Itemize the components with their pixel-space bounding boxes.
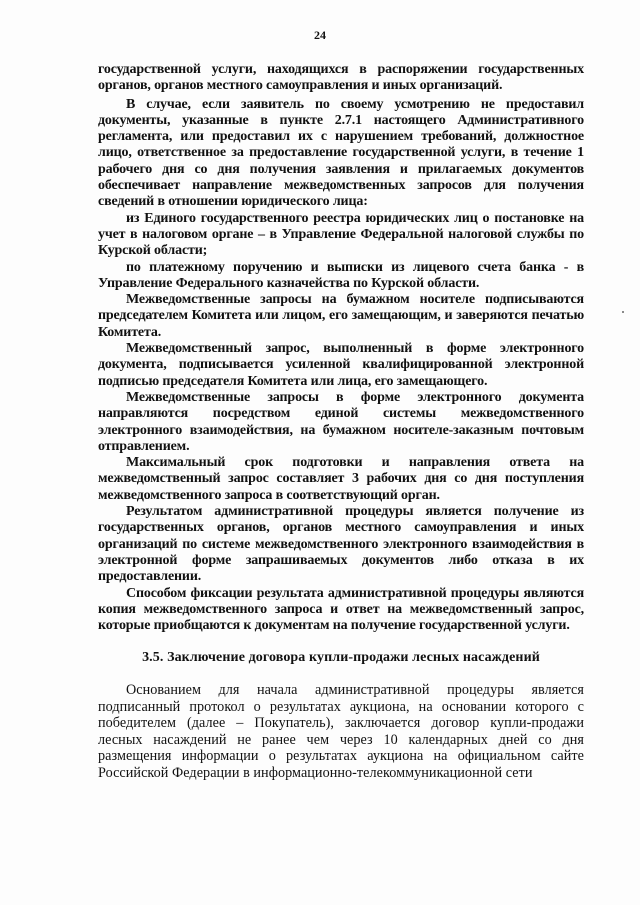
paragraph: Межведомственные запросы в форме электронного документа направляются посредством единой системы межведомственного электронного взаимодействия, на бумажном носителе-заказным почтовым отправлением. [98,389,584,454]
paragraph: В случае, если заявитель по своему усмотрению не предоставил документы, указанные в пункте 2.7.1 настоящего Административного регламента, или предоставил их с нарушением требований, должностное лицо, ответственное за предоставление государственной услуги, в течение 1 рабочего дня со дня получения заявления и прилагаемых документов обеспечивает направление межведомственных запросов для получения сведений в отношении юридического лица: [98,96,584,210]
section-heading: 3.5. Заключение договора купли-продажи лесных насаждений [142,650,540,666]
paragraph: государственной услуги, находящихся в распоряжении государственных органов, органов местного самоуправления и иных организаций. [98,62,584,94]
document-body [98,62,584,781]
section-paragraph: Основанием для начала административной процедуры является подписанный протокол о результатах аукциона, на основании которого с победителем (далее – Покупатель), заключается договор купли-продажи лесных насаждений не ранее чем через 10 календарных дней со дня размещения информации о результатах аукциона на официальном сайте Российской Федерации в информационно-телекоммуникационной сети [98,682,584,781]
paragraph: Межведомственные запросы на бумажном носителе подписываются председателем Комитета или лицом, его замещающим, и заверяются печатью Комитета. [98,292,584,340]
page-number: 24 [314,28,326,42]
paragraph: по платежному поручению и выписки из лицевого счета банка - в Управление Федерального казначейства по Курской области. [98,259,584,291]
paragraph: Межведомственный запрос, выполненный в форме электронного документа, подписывается усиленной квалифицированной электронной подписью председателя Комитета или лица, его замещающего. [98,341,584,389]
paragraph: Результатом административной процедуры является получение из государственных органов, органов местного самоуправления и иных организаций по системе межведомственного электронного взаимодействия в электронной форме запрашиваемых документов либо отказа в их предоставлении. [98,504,584,585]
paragraph: из Единого государственного реестра юридических лиц о постановке на учет в налоговом органе – в Управление Федеральной налоговой службы по Курской области; [98,210,584,259]
paragraph: Способом фиксации результата административной процедуры являются копия межведомственного запроса и ответ на межведомственный запрос, которые приобщаются к документам на получение государственной услуги. [98,585,584,634]
scan-speck [622,311,624,313]
paragraph: Максимальный срок подготовки и направления ответа на межведомственный запрос составляет 3 рабочих дня со дня поступления межведомственного запроса в соответствующий орган. [98,455,584,503]
